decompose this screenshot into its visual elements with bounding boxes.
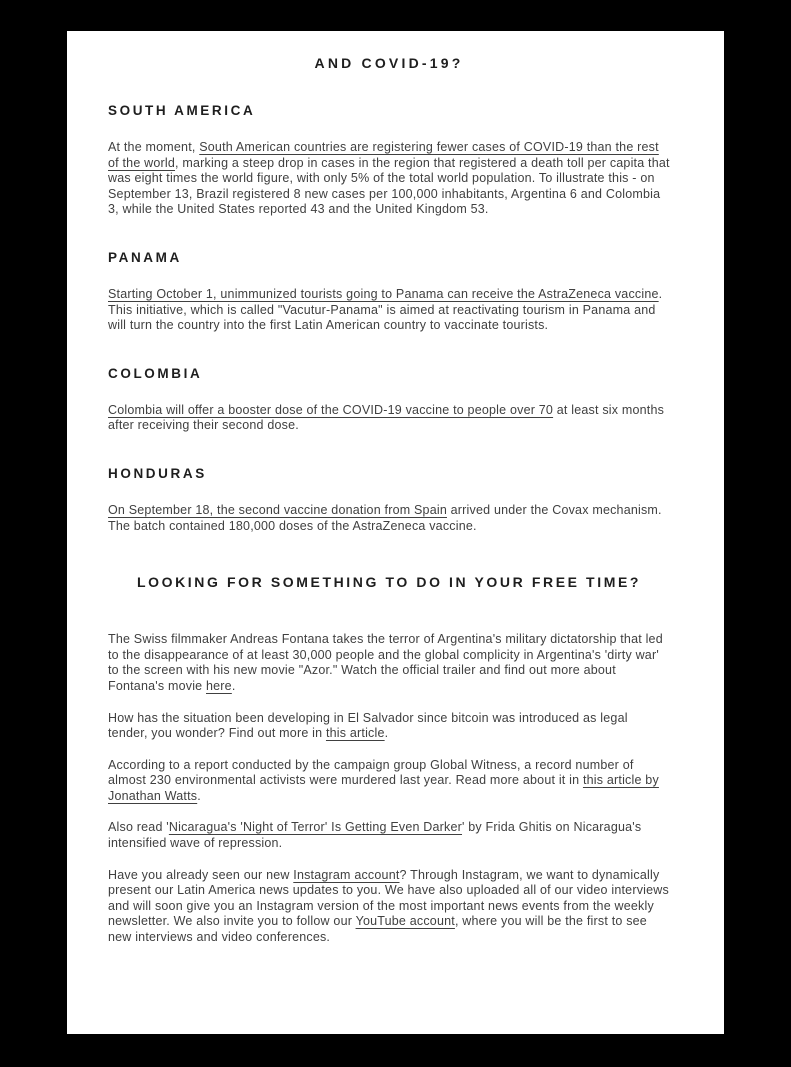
section-heading-honduras: HONDURAS bbox=[108, 465, 207, 481]
covid-paragraph bbox=[108, 287, 670, 334]
text-run: Also read ' bbox=[108, 820, 169, 835]
text-run: Have you already seen our new bbox=[108, 867, 294, 882]
free-time-paragraph bbox=[108, 632, 670, 694]
covid-section-title: AND COVID-19? bbox=[314, 55, 464, 71]
text-run: ? Through Instagram, we want to dynamically present our Latin America news updates to you. We have also uploaded all of our video interviews and will soon give you an Instagram version of the most important news events from the weekly newsletter. We also invite you to follow our bbox=[108, 867, 669, 929]
text-run: . This initiative, which is called "Vacutur-Panama" is aimed at reactivating tourism in Panama and will turn the country into the first Latin American country to vaccinate tourists. bbox=[108, 286, 663, 333]
text-link[interactable]: Starting October 1, unimmunized tourists going to Panama can receive the AstraZeneca vaccine bbox=[108, 286, 659, 301]
text-link[interactable]: this article by Jonathan Watts bbox=[108, 773, 659, 803]
covid-section bbox=[108, 103, 670, 534]
free-time-section bbox=[108, 632, 670, 946]
text-link[interactable]: Colombia will offer a booster dose of the COVID-19 vaccine to people over 70 bbox=[108, 402, 554, 417]
covid-paragraph bbox=[108, 140, 670, 218]
text-link[interactable]: this article bbox=[325, 726, 385, 741]
text-run: . bbox=[384, 726, 389, 741]
covid-paragraph bbox=[108, 403, 670, 434]
section-heading-panama: PANAMA bbox=[108, 249, 182, 265]
section-heading-south-america: SOUTH AMERICA bbox=[108, 103, 256, 118]
free-time-paragraph bbox=[108, 868, 670, 946]
text-run: ' by Frida Ghitis on Nicaragua's intensified wave of repression. bbox=[108, 820, 642, 851]
free-time-paragraph bbox=[108, 711, 670, 742]
text-run: How has the situation been developing in El Salvador since bitcoin was introduced as legal tender, you wonder? Find out more in bbox=[108, 710, 628, 741]
free-time-paragraph bbox=[108, 758, 670, 805]
text-run: According to a report conducted by the campaign group Global Witness, a record number of almost 230 environmental activists were murdered last year. Read more about it in bbox=[108, 757, 634, 788]
text-link[interactable]: South American countries are registering fewer cases of COVID-19 than the rest of the world bbox=[108, 140, 659, 170]
free-time-paragraph bbox=[108, 820, 670, 851]
newsletter-page bbox=[67, 31, 724, 1034]
text-link[interactable]: YouTube account bbox=[355, 914, 455, 929]
text-link[interactable]: On September 18, the second vaccine donation from Spain bbox=[108, 502, 447, 517]
text-run: arrived under the Covax mechanism. The batch contained 180,000 doses of the AstraZeneca vaccine. bbox=[108, 502, 662, 533]
text-run: . bbox=[231, 678, 236, 693]
text-link[interactable]: here bbox=[206, 678, 232, 693]
text-run: At the moment, bbox=[108, 140, 200, 154]
text-run: The Swiss filmmaker Andreas Fontana takes the terror of Argentina's military dictatorship that led to the disappearance of at least 30,000 people and the global complicity in Argentina's 'dirty war' to the screen with his new movie "Azor." Watch the official trailer and find out more about Fontana's movie bbox=[108, 632, 663, 693]
text-link[interactable]: Instagram account bbox=[293, 867, 400, 882]
section-heading-colombia: COLOMBIA bbox=[108, 365, 203, 381]
text-link[interactable]: Nicaragua's 'Night of Terror' Is Getting Even Darker bbox=[168, 820, 463, 835]
text-run: , where you will be the first to see new interviews and video conferences. bbox=[108, 914, 647, 945]
text-run: . bbox=[197, 788, 201, 803]
covid-paragraph bbox=[108, 503, 670, 534]
text-run: at least six months after receiving their second dose. bbox=[108, 402, 665, 433]
text-run: , marking a steep drop in cases in the region that registered a death toll per capita that was eight times the world figure, with only 5% of the total world population. To illustrate this - on September 13, Brazil registered 8 new cases per 100,000 inhabitants, Argentina 6 and Colombia 3, while the United States reported 43 and the United Kingdom 53. bbox=[108, 155, 670, 217]
free-time-section-title: LOOKING FOR SOMETHING TO DO IN YOUR FREE TIME? bbox=[136, 574, 642, 591]
